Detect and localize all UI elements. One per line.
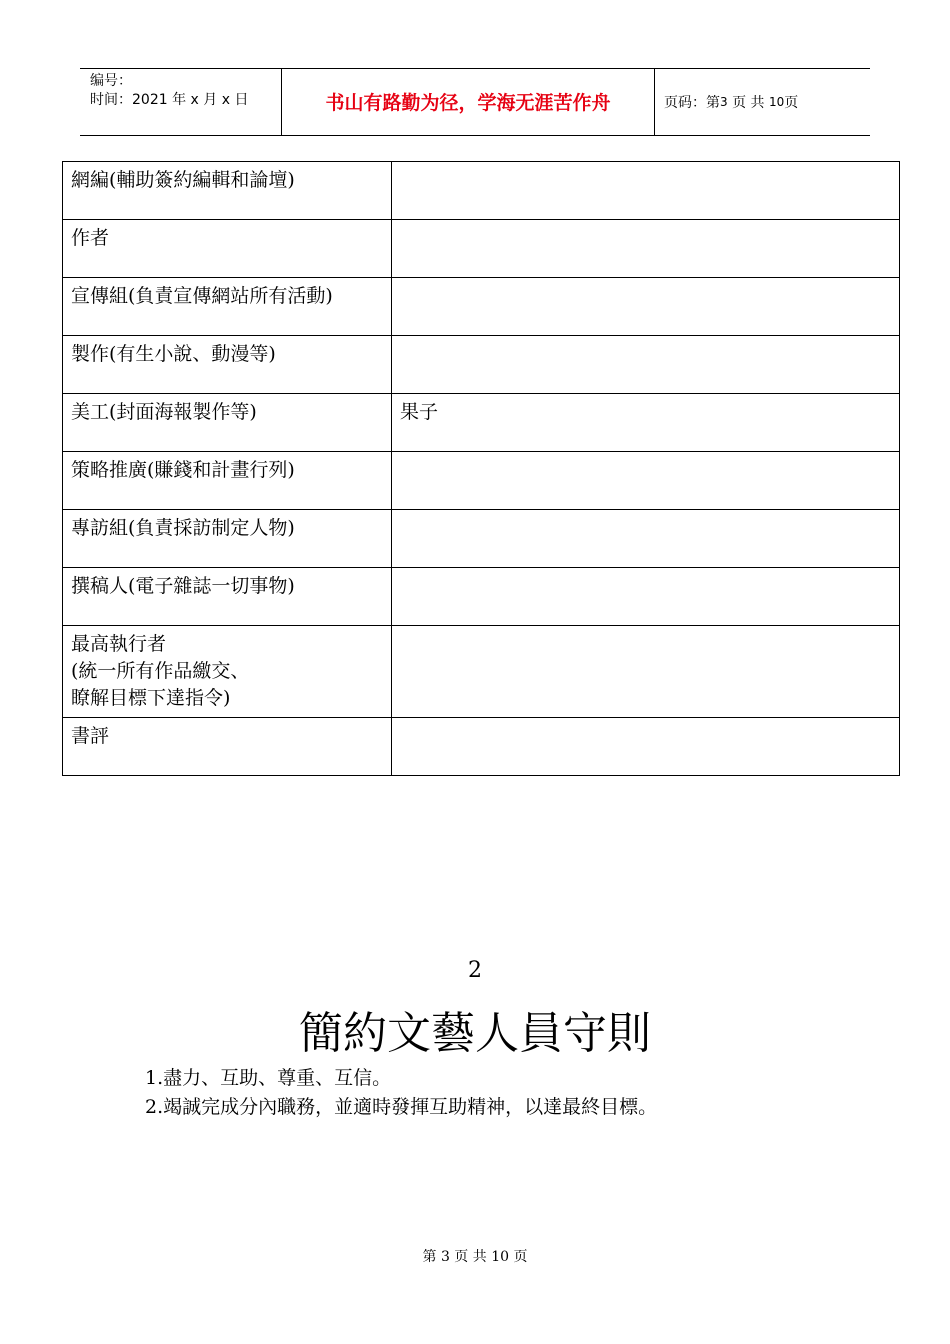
role-cell: 作者 xyxy=(63,220,392,278)
table-row xyxy=(63,510,900,568)
role-cell: 網編(輔助簽約編輯和論壇) xyxy=(63,162,392,220)
section-number: 2 xyxy=(468,958,482,983)
member-cell xyxy=(392,452,900,510)
page-current: 3 xyxy=(720,94,728,109)
page-mid: 页 共 xyxy=(732,94,765,111)
role-cell: 書評 xyxy=(63,718,392,776)
header-divider-right xyxy=(654,68,655,135)
table-row xyxy=(63,626,900,718)
role-cell: 製作(有生小說、動漫等) xyxy=(63,336,392,394)
member-cell xyxy=(392,278,900,336)
role-cell xyxy=(63,626,392,718)
table-row xyxy=(63,336,900,394)
page-total: 10 xyxy=(769,94,785,109)
page-footer: 第 3 页 共 10 页 xyxy=(422,1249,528,1265)
document-number-label: 编号： xyxy=(90,73,132,89)
page-prefix: 页码：第 xyxy=(664,94,720,111)
table-row xyxy=(63,452,900,510)
member-cell xyxy=(392,336,900,394)
member-cell xyxy=(392,626,900,718)
member-cell xyxy=(392,510,900,568)
rule-item: 1.盡力、互助、尊重、互信。 xyxy=(145,1067,392,1089)
role-line: (統一所有作品繳交、 xyxy=(71,660,250,682)
role-cell: 美工(封面海報製作等) xyxy=(63,394,392,452)
role-cell: 專訪組(負責採訪制定人物) xyxy=(63,510,392,568)
table-row xyxy=(63,568,900,626)
document-date: 时间：2021 年 x 月 x 日 xyxy=(90,92,249,108)
role-line: 最高執行者 xyxy=(71,633,167,655)
header-meta xyxy=(90,72,280,110)
rule-item: 2.竭誠完成分內職務，並適時發揮互助精神，以達最終目標。 xyxy=(145,1096,658,1118)
table-row xyxy=(63,278,900,336)
header-motto: 书山有路勤为径，学海无涯苦作舟 xyxy=(325,92,611,114)
member-cell: 果子 xyxy=(392,394,900,452)
member-cell xyxy=(392,220,900,278)
header-bottom-rule xyxy=(80,135,870,136)
role-cell: 策略推廣(賺錢和計畫行列) xyxy=(63,452,392,510)
header-page-info xyxy=(664,68,798,135)
role-line: 瞭解目標下達指令) xyxy=(71,687,231,709)
table-row xyxy=(63,718,900,776)
table-row xyxy=(63,220,900,278)
roles-table xyxy=(62,161,900,776)
section-title: 簡約文藝人員守則 xyxy=(299,1008,651,1059)
role-cell: 撰稿人(電子雜誌一切事物) xyxy=(63,568,392,626)
member-cell xyxy=(392,568,900,626)
table-row xyxy=(63,162,900,220)
page-suffix: 页 xyxy=(784,94,799,111)
role-cell: 宣傳組(負責宣傳網站所有活動) xyxy=(63,278,392,336)
table-row xyxy=(63,394,900,452)
member-cell xyxy=(392,718,900,776)
member-cell xyxy=(392,162,900,220)
